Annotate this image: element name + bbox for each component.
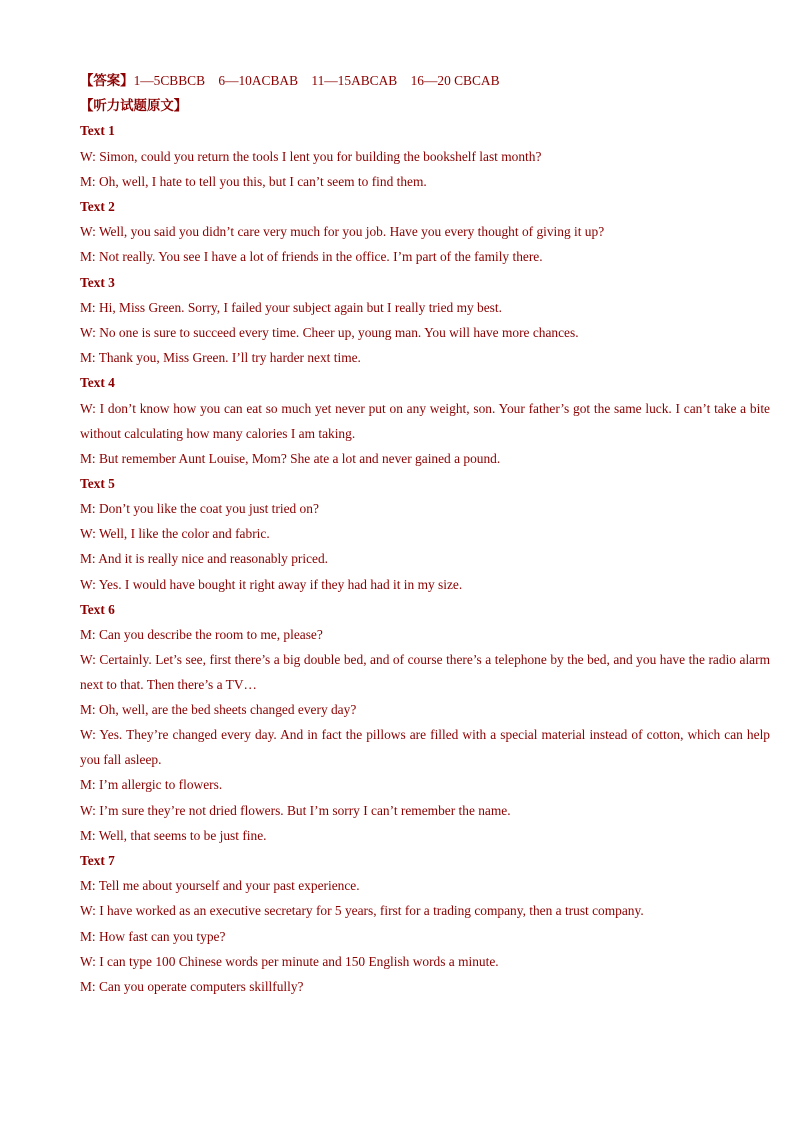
document-page xyxy=(80,68,770,999)
transcript-section xyxy=(80,370,770,470)
dialogue-line: M: But remember Aunt Louise, Mom? She ate a lot and never gained a pound. xyxy=(80,450,501,466)
text-heading: Text 7 xyxy=(80,853,115,869)
dialogue-line: W: Well, you said you didn’t care very much for you job. Have you every thought of giving it up? xyxy=(80,224,605,240)
transcript-section xyxy=(80,848,770,999)
dialogue-line: W: I can type 100 Chinese words per minute and 150 English words a minute. xyxy=(80,953,499,969)
section-title: 【听力试题原文】 xyxy=(80,98,188,114)
dialogue-line: W: I don’t know how you can eat so much yet never put on any weight, son. Your father’s got the same luck. I can’t take a bite without calculating how many calories I am taking. xyxy=(80,400,770,441)
dialogue-line: M: Not really. You see I have a lot of friends in the office. I’m part of the family there. xyxy=(80,249,543,265)
dialogue-line: W: I have worked as an executive secretary for 5 years, first for a trading company, then a trust company. xyxy=(80,903,644,919)
transcript-section xyxy=(80,471,770,597)
text-heading: Text 6 xyxy=(80,601,115,617)
dialogue-line: M: Oh, well, are the bed sheets changed every day? xyxy=(80,702,357,718)
dialogue-line: M: Well, that seems to be just fine. xyxy=(80,827,267,843)
transcript-section xyxy=(80,597,770,848)
dialogue-line: M: Can you describe the room to me, please? xyxy=(80,627,323,643)
text-heading: Text 5 xyxy=(80,475,115,491)
dialogue-line: W: Well, I like the color and fabric. xyxy=(80,526,270,542)
transcript-section xyxy=(80,270,770,371)
transcript-section xyxy=(80,118,770,194)
dialogue-line: M: And it is really nice and reasonably priced. xyxy=(80,551,329,567)
answer-line xyxy=(80,68,770,93)
dialogue-line: M: I’m allergic to flowers. xyxy=(80,777,223,793)
text-heading: Text 3 xyxy=(80,274,115,290)
dialogue-line: W: Yes. They’re changed every day. And in fact the pillows are filled with a special material instead of cotton, which can help you fall asleep. xyxy=(80,727,770,768)
dialogue-line: M: Thank you, Miss Green. I’ll try harder next time. xyxy=(80,350,361,366)
text-heading: Text 4 xyxy=(80,375,115,391)
transcript-list xyxy=(80,118,770,999)
dialogue-line: W: Simon, could you return the tools I lent you for building the bookshelf last month? xyxy=(80,148,542,164)
transcript-section xyxy=(80,194,770,270)
text-heading: Text 2 xyxy=(80,199,115,215)
dialogue-line: W: I’m sure they’re not dried flowers. But I’m sorry I can’t remember the name. xyxy=(80,802,511,818)
dialogue-line: M: Don’t you like the coat you just tried on? xyxy=(80,501,319,517)
dialogue-line: M: How fast can you type? xyxy=(80,928,226,944)
dialogue-line: M: Tell me about yourself and your past experience. xyxy=(80,878,360,894)
dialogue-line: W: Yes. I would have bought it right away if they had had it in my size. xyxy=(80,576,463,592)
dialogue-line: M: Hi, Miss Green. Sorry, I failed your subject again but I really tried my best. xyxy=(80,299,502,315)
text-heading: Text 1 xyxy=(80,123,115,139)
dialogue-line: M: Oh, well, I hate to tell you this, but I can’t seem to find them. xyxy=(80,173,427,189)
answer-key: 1—5CBBCB 6—10ACBAB 11—15ABCAB 16—20 CBCAB xyxy=(133,73,500,88)
dialogue-line: W: No one is sure to succeed every time. Cheer up, young man. You will have more chances. xyxy=(80,325,579,341)
answer-label: 【答案】 xyxy=(80,73,134,88)
dialogue-line: W: Certainly. Let’s see, first there’s a big double bed, and of course there’s a telephone by the bed, and you have the radio alarm next to that. Then there’s a TV… xyxy=(80,652,770,693)
dialogue-line: M: Can you operate computers skillfully? xyxy=(80,979,304,995)
